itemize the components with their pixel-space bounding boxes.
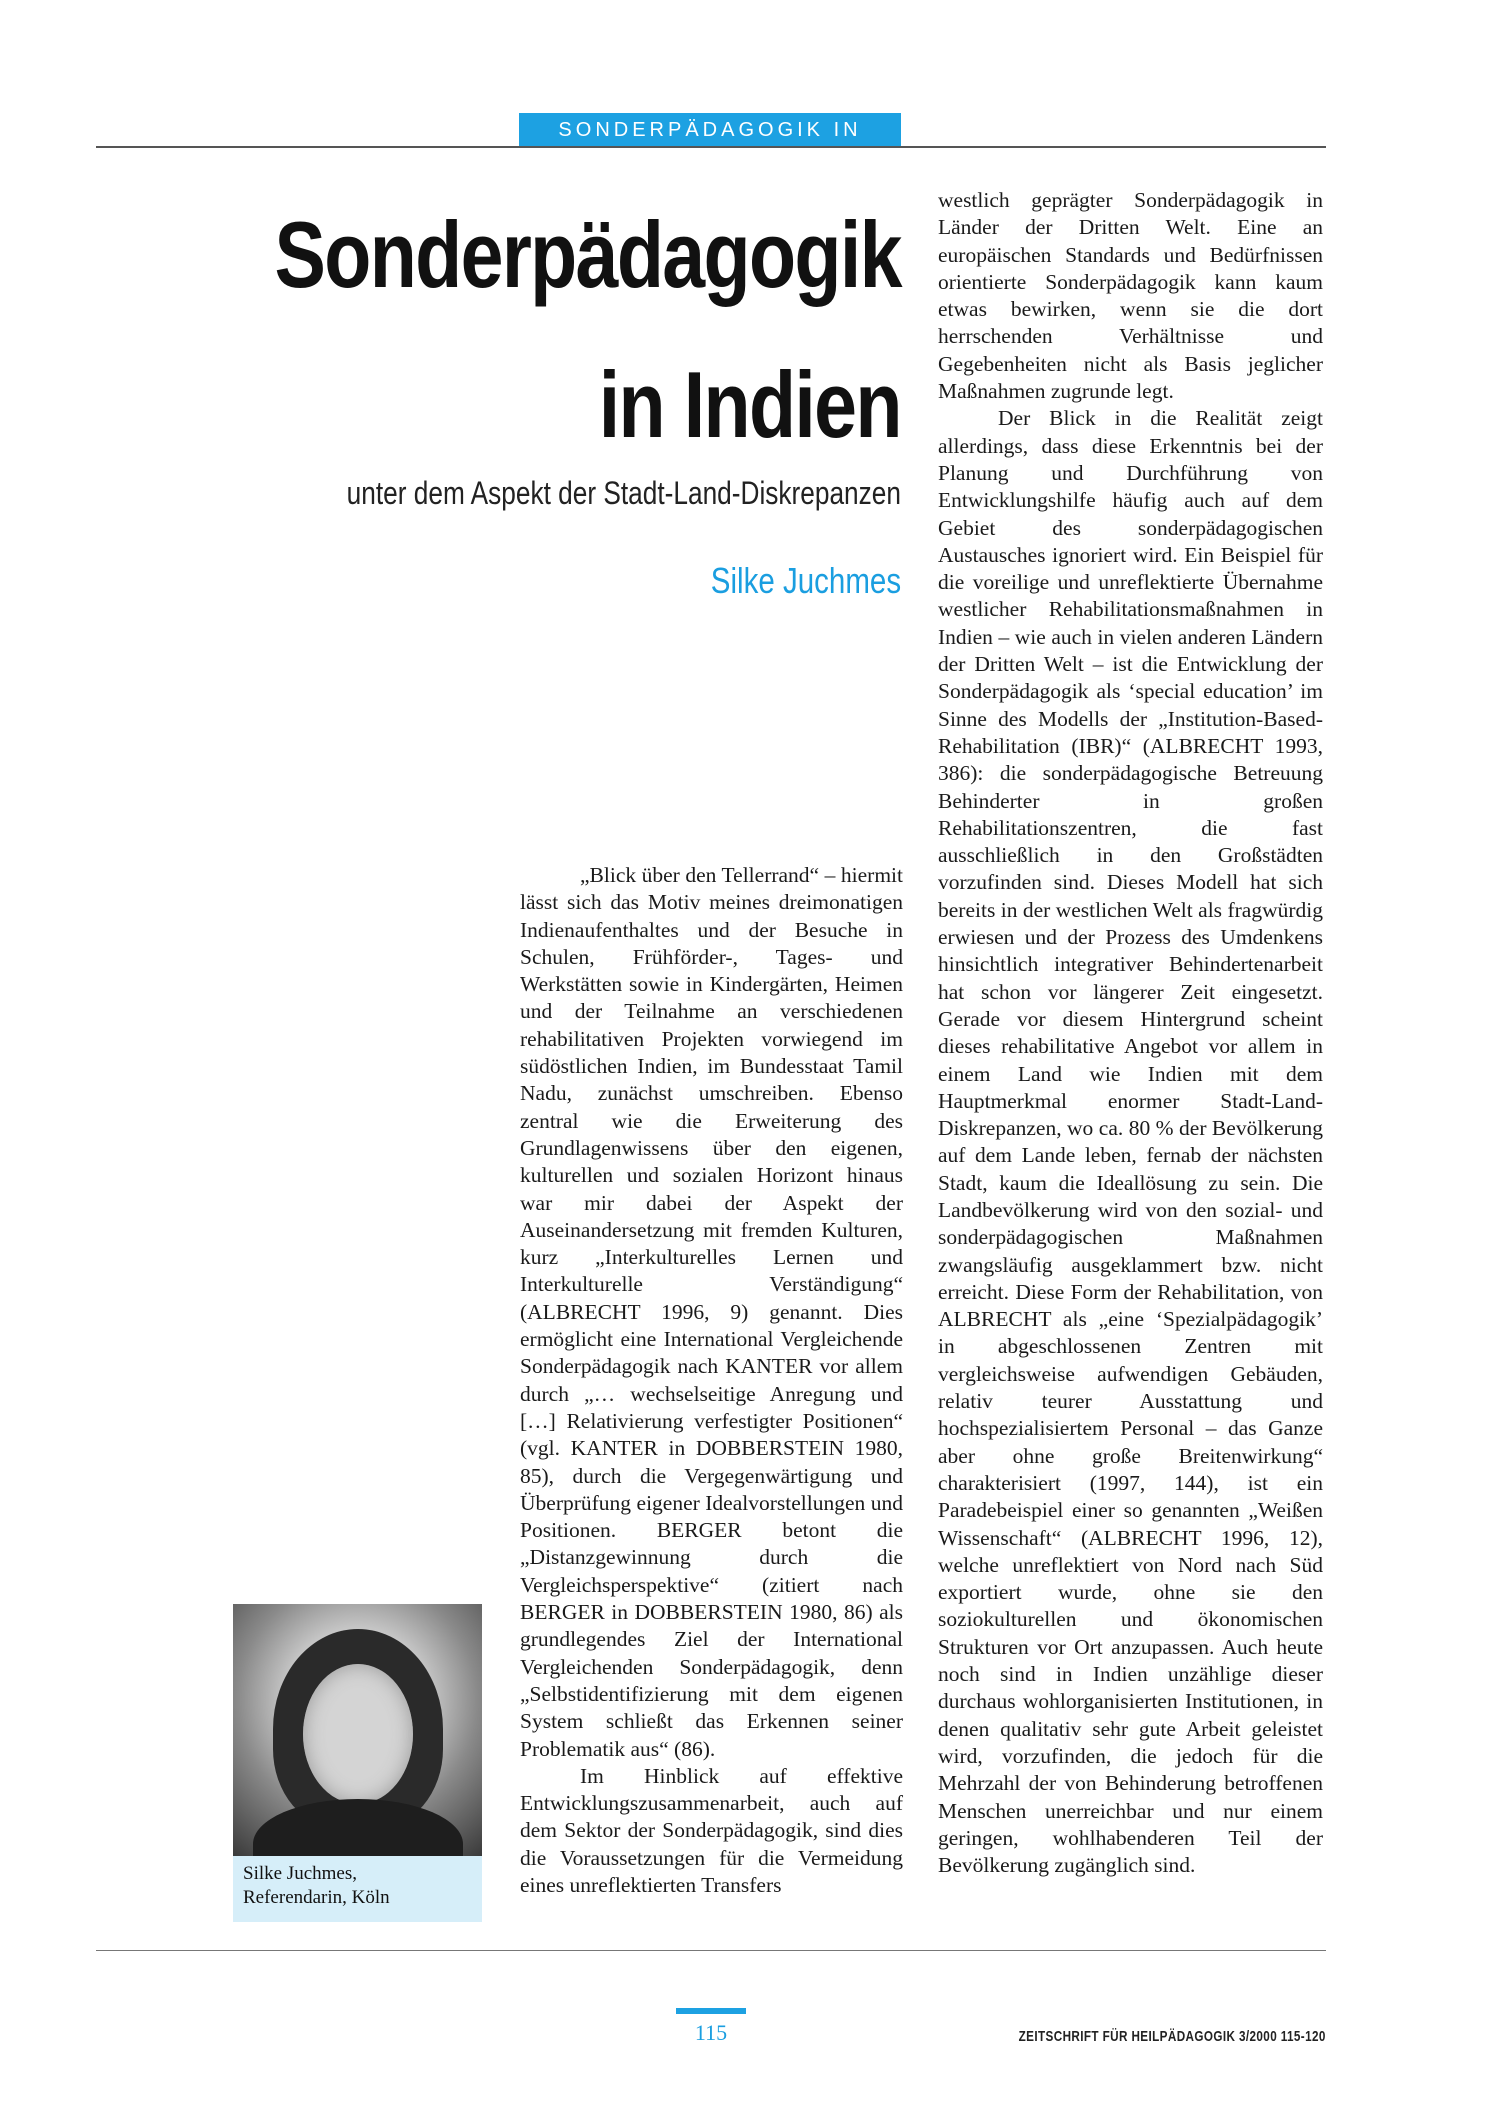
section-header: SONDERPÄDAGOGIK IN INDIEN (519, 113, 901, 147)
body-paragraph: Der Blick in die Realität zeigt allerdings, dass diese Erkenntnis bei der Planung und Durchführung von Entwicklungshilfe häufig auch auf dem Gebiet des sonderpädagogischen Austausches ignoriert wird. Ein Beispiel für die voreilige und unreflektierte Übernahme westlicher Rehabilitationsmaßnahmen in Indien – wie auch in vielen anderen Ländern der Dritten Welt – ist die Entwicklung der Sonderpädagogik als ‘special education’ im Sinne des Modells der „Institution-Based-Rehabilitation (IBR)“ (ALBRECHT 1993, 386): die sonderpädagogische Betreuung Behinderter in großen Rehabilitationszentren, die fast ausschließlich in den Großstädten vorzufinden sind. Dieses Modell hat sich bereits in der westlichen Welt als fragwürdig erwiesen und der Prozess des Umdenkens hinsichtlich integrativer Behindertenarbeit hat schon vor längerer Zeit eingesetzt. Gerade vor diesem Hintergrund scheint dieses rehabilitative Angebot vor allem in einem Land wie Indien mit dem Hauptmerkmal enormer Stadt-Land-Diskrepanzen, wo ca. 80 % der Bevölkerung auf dem Lande leben, fernab der nächsten Stadt, kaum die Ideallösung zu sein. Die Landbevölkerung wird von den sozial- und sonderpädagogischen Maßnahmen zwangsläufig ausgeklammert bzw. nicht erreicht. Diese Form der Rehabilitation, von ALBRECHT als „eine ‘Spezialpädagogik’ in abgeschlossenen Zentren mit vergleichsweise aufwendigen Gebäuden, relativ teurer Ausstattung und hochspezialisiertem Personal – das Ganze aber ohne große Breitenwirkung“ charakterisiert (1997, 144), ist ein Paradebeispiel einer so genannten „Weißen Wissenschaft“ (ALBRECHT 1996, 12), welche unreflektiert von Nord nach Süd exportiert wurde, ohne sie den soziokulturellen und ökonomischen Strukturen vor Ort anzupassen. Auch heute noch sind in Indien unzählige dieser durchaus wohlorganisierten Institutionen, in denen qualitativ sehr gute Arbeit geleistet wird, vorzufinden, die jedoch für die Mehrzahl der von Behinderung betroffenen Menschen unerreichbar und nur einem geringen, wohlhabenderen Teil der Bevölkerung zugänglich sind. (938, 406, 1323, 1878)
article-title (275, 180, 901, 480)
article-subtitle: unter dem Aspekt der Stadt-Land-Diskrepanzen (346, 475, 901, 511)
body-column-2 (520, 862, 903, 1899)
body-column-3 (938, 187, 1323, 1879)
bottom-rule (96, 1950, 1326, 1951)
caption-line-1: Silke Juchmes, (243, 1863, 357, 1884)
page-marker (676, 2008, 746, 2014)
journal-citation: ZEITSCHRIFT FÜR HEILPÄDAGOGIK 3/2000 115-120 (1018, 2028, 1326, 2045)
title-line-2: in Indien (598, 352, 901, 457)
photo-caption (233, 1856, 482, 1922)
page-number: 115 (694, 2020, 728, 2045)
top-rule (96, 146, 1326, 148)
title-line-1: Sonderpädagogik (274, 202, 901, 307)
body-paragraph: „Blick über den Tellerrand“ – hiermit lässt sich das Motiv meines dreimonatigen Indienaufenthaltes und der Besuche in Schulen, Frühförder-, Tages- und Werkstätten sowie in Kindergärten, Heimen und der Teilnahme an verschiedenen rehabilitativen Projekten vorwiegend im südöstlichen Indien, im Bundesstaat Tamil Nadu, zunächst umschreiben. Ebenso zentral wie die Erweiterung des Grundlagenwissens über den eigenen, kulturellen und sozialen Horizont hinaus war mir dabei der Aspekt der Auseinandersetzung mit fremden Kulturen, kurz „Interkulturelles Lernen und Interkulturelle Verständigung“ (ALBRECHT 1996, 9) genannt. Dies ermöglicht eine International Vergleichende Sonderpädagogik nach KANTER vor allem durch „… wechselseitige Anregung und […] Relativierung verfestigter Positionen“ (vgl. KANTER in DOBBERSTEIN 1980, 85), durch die Vergegenwärtigung und Überprüfung eigener Idealvorstellungen und Positionen. BERGER betont die „Distanzgewinnung durch die Vergleichsperspektive“ (zitiert nach BERGER in DOBBERSTEIN 1980, 86) als grundlegendes Ziel der International Vergleichenden Sonderpädagogik, denn „Selbstidentifizierung mit dem eigenen System schließt das Erkennen seiner Problematik aus“ (86). (520, 863, 903, 1761)
author-photo (233, 1604, 482, 1856)
article-author: Silke Juchmes (710, 560, 901, 601)
body-paragraph: westlich geprägter Sonderpädagogik in Länder der Dritten Welt. Eine an europäischen Standards und Bedürfnissen orientierte Sonderpädagogik kann kaum etwas bewirken, wenn sie die dort herrschenden Verhältnisse und Gegebenheiten nicht als Basis jeglicher Maßnahmen zugrunde legt. (938, 188, 1323, 404)
caption-line-2: Referendarin, Köln (243, 1887, 390, 1908)
body-paragraph: Im Hinblick auf effektive Entwicklungszusammenarbeit, auch auf dem Sektor der Sonderpädagogik, sind dies die Voraussetzungen für die Vermeidung eines unreflektierten Transfers (520, 1763, 903, 1897)
